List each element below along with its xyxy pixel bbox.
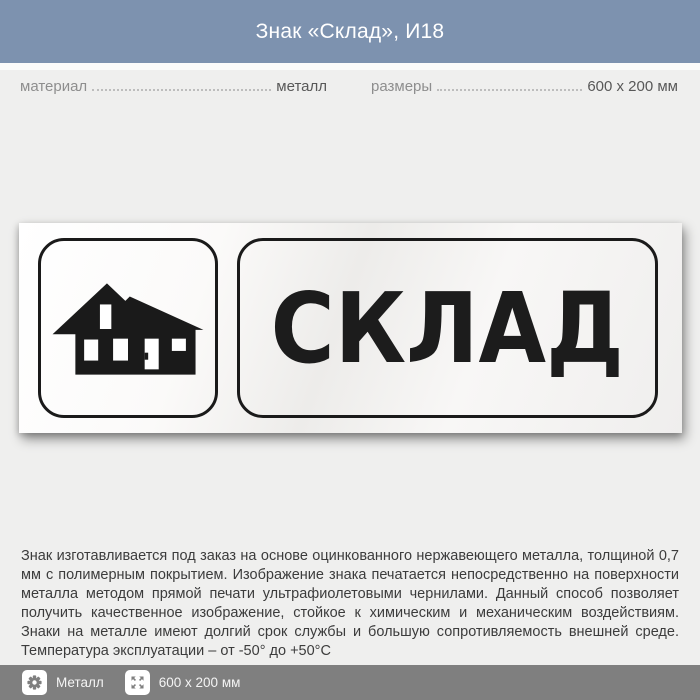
product-description: Знак изготавливается под заказ на основе оцинкованного нержавеющего металла, толщиной 0,7 мм с полимерным покрытием. Изображение знака печатается непосредственно на поверхности металла методом прямой печати ультрафиолетовыми чернилами. Данный способ позволяет получить качественное изображение, стойкое к химическим и механическим воздействиям. Знаки на металле имеют долгий срок службы и большую сопротивляемость внешней среде. Температура эксплуатации – от -50° до +50°С — [21, 548, 679, 659]
gear-icon — [22, 670, 47, 695]
footer-size — [125, 670, 241, 695]
page-title: Знак «Склад», И18 — [255, 19, 445, 43]
size-label: размеры — [371, 78, 433, 95]
footer-material — [22, 670, 104, 695]
material-value: металл — [276, 78, 327, 95]
house-icon — [48, 279, 208, 379]
material-label: материал — [20, 78, 88, 95]
attribute-size — [371, 78, 678, 95]
attributes-row — [20, 78, 678, 95]
attribute-material — [20, 78, 327, 95]
sign-text: СКЛАД — [270, 271, 625, 385]
dotted-leader — [92, 89, 271, 91]
sign-product-image — [19, 223, 682, 433]
header-divider — [0, 63, 700, 70]
footer-bar — [0, 665, 700, 700]
dotted-leader — [437, 89, 582, 91]
footer-size-label: 600 x 200 мм — [158, 675, 241, 690]
header-bar — [0, 0, 700, 63]
sign-text-box — [237, 238, 658, 418]
footer-material-label: Металл — [56, 675, 104, 690]
sign-pictogram-box — [38, 238, 218, 418]
resize-arrows-icon — [125, 670, 150, 695]
size-value: 600 x 200 мм — [587, 78, 678, 95]
